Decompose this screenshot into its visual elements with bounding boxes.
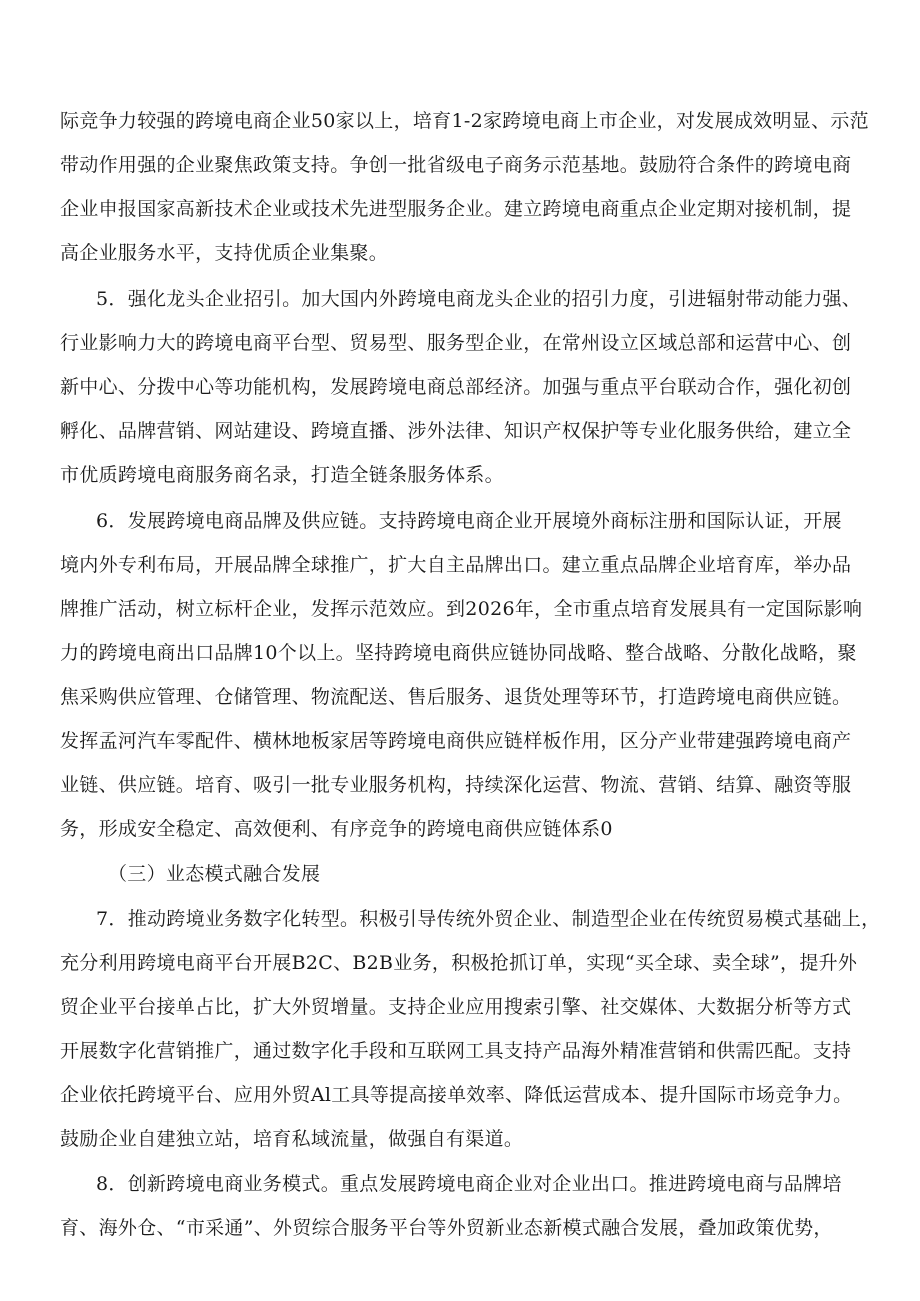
paragraph-line: 育、海外仓、“市采通”、外贸综合服务平台等外贸新业态新模式融合发展，叠加政策优势， — [60, 1217, 833, 1239]
paragraph-line: 牌推广活动，树立标杆企业，发挥示范效应。到2026年，全市重点培育发展具有一定国际影响 — [60, 598, 863, 620]
item-heading-line: 7．推动跨境业务数字化转型。积极引导传统外贸企业、制造型企业在传统贸易模式基础上， — [96, 908, 881, 930]
paragraph-line: 际竞争力较强的跨境电商企业50家以上，培育1-2家跨境电商上市企业，对发展成效明显、示范 — [60, 110, 869, 132]
paragraph-line: 高企业服务水平，支持优质企业集聚。 — [60, 242, 389, 264]
item-heading-line: 6．发展跨境电商品牌及供应链。支持跨境电商企业开展境外商标注册和国际认证，开展 — [96, 510, 842, 532]
paragraph-line: 企业申报国家高新技术企业或技术先进型服务企业。建立跨境电商重点企业定期对接机制，提 — [60, 198, 852, 220]
paragraph-line: 孵化、品牌营销、网站建设、跨境直播、涉外法律、知识产权保护等专业化服务供给，建立全 — [60, 420, 852, 442]
section-heading: （三）业态模式融合发展 — [108, 863, 321, 885]
paragraph-line: 焦采购供应管理、仓储管理、物流配送、售后服务、退货处理等环节，打造跨境电商供应链。 — [60, 686, 852, 708]
paragraph-line: 境内外专利布局，开展品牌全球推广，扩大自主品牌出口。建立重点品牌企业培育库，举办品 — [60, 554, 852, 576]
paragraph-line: 充分利用跨境电商平台开展B2C、B2B业务，积极抢抓订单，实现“买全球、卖全球”，提升外 — [60, 952, 858, 974]
paragraph-line: 市优质跨境电商服务商名录，打造全链条服务体系。 — [60, 464, 504, 486]
paragraph-line: 新中心、分拨中心等功能机构，发展跨境电商总部经济。加强与重点平台联动合作，强化初创 — [60, 376, 852, 398]
paragraph-line: 行业影响力大的跨境电商平台型、贸易型、服务型企业，在常州设立区域总部和运营中心、创 — [60, 332, 852, 354]
item-heading-line: 5．强化龙头企业招引。加大国内外跨境电商龙头企业的招引力度，引进辐射带动能力强、 — [96, 288, 862, 310]
paragraph-line: 发挥孟河汽车零配件、横林地板家居等跨境电商供应链样板作用，区分产业带建强跨境电商产 — [60, 730, 852, 752]
paragraph-line: 力的跨境电商出口品牌10个以上。坚持跨境电商供应链协同战略、整合战略、分散化战略，聚 — [60, 642, 857, 664]
paragraph-line: 开展数字化营销推广，通过数字化手段和互联网工具支持产品海外精准营销和供需匹配。支持 — [60, 1040, 852, 1062]
paragraph-line: 带动作用强的企业聚焦政策支持。争创一批省级电子商务示范基地。鼓励符合条件的跨境电商 — [60, 154, 852, 176]
paragraph-line: 贸企业平台接单占比，扩大外贸增量。支持企业应用搜索引擎、社交媒体、大数据分析等方式 — [60, 996, 852, 1018]
paragraph-line: 务，形成安全稳定、高效便利、有序竞争的跨境电商供应链体系0 — [60, 818, 613, 840]
paragraph-line: 鼓励企业自建独立站，培育私域流量，做强自有渠道。 — [60, 1128, 524, 1150]
paragraph-line: 企业依托跨境平台、应用外贸Al工具等提高接单效率、降低运营成本、提升国际市场竞争力。 — [60, 1084, 853, 1106]
paragraph-line: 业链、供应链。培育、吸引一批专业服务机构，持续深化运营、物流、营销、结算、融资等服 — [60, 774, 852, 796]
item-heading-line: 8．创新跨境电商业务模式。重点发展跨境电商企业对企业出口。推进跨境电商与品牌培 — [96, 1173, 842, 1195]
